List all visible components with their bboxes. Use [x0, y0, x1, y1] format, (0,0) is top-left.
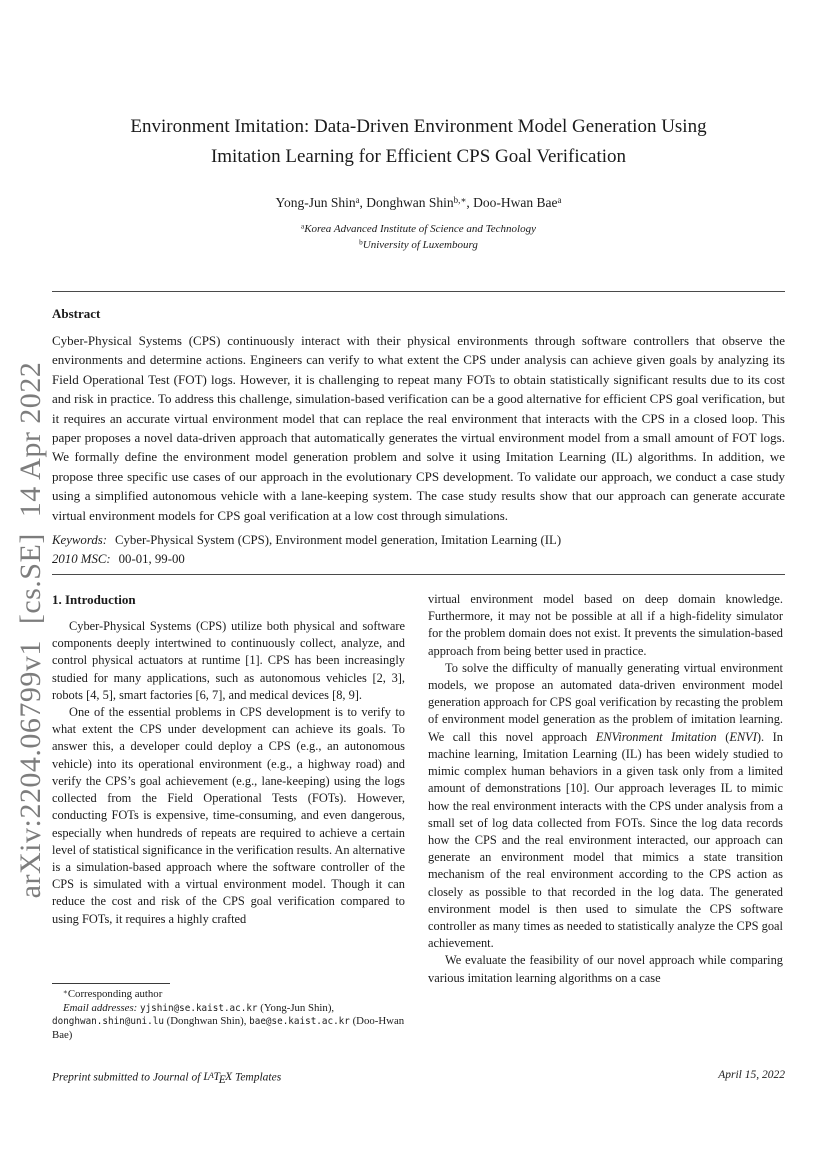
email-owner-1: (Yong-Jun Shin), [257, 1001, 335, 1014]
corresponding-author-note [52, 988, 405, 1002]
email-label: Email addresses: [63, 1001, 140, 1014]
msc-line [52, 551, 785, 568]
author-1-affiliation-mark: a [355, 195, 360, 205]
latex-e: E [218, 1073, 226, 1086]
email-address-2: donghwan.shin@uni.lu [52, 1016, 164, 1028]
abstract-heading: Abstract [52, 306, 101, 321]
corresponding-author-text: Corresponding author [67, 987, 163, 1000]
msc-label: 2010 MSC: [52, 552, 111, 567]
intro-p3-text: To solve the difficulty of manually generating virtual environment models, we propose an automated data-driven environment model generation approach for CPS goal verification by recasting the problem of environment model generation as the problem of imitation learning. We call this novel approach [428, 660, 783, 744]
author-2: , Donghwan Shin [359, 195, 454, 210]
affiliation-1-mark: a [301, 222, 305, 231]
email-owner-3: (Doo-Hwan Bae) [52, 1015, 405, 1042]
affiliation-2-mark: b [359, 238, 363, 247]
footnote-block [52, 983, 405, 1043]
footer-date: April 15, 2022 [718, 1069, 785, 1081]
author-3: , Doo-Hwan Bae [466, 195, 558, 210]
footnote-rule [52, 983, 170, 984]
abstract-text: Cyber-Physical Systems (CPS) continuously interact with their physical environments through software controllers that observe the environments and determine actions. Engineers can verify to what extent the CPS under analysis can achieve given goals by analyzing its Field Operational Test (FOT) logs. However, it is challenging to repeat many FOTs to obtain statistically significant results due to its cost and risk in practice. To address this challenge, simulation-based verification can be a good alternative for efficient CPS goal verification, but it requires an accurate virtual environment model that can replace the real environment that interacts with the CPS in a closed loop. This paper proposes a novel data-driven approach that automatically generates the virtual environment model from a small amount of FOT logs. We formally define the environment model generation problem and solve it using Imitation Learning (IL) algorithms. In addition, we propose three specific use cases of our approach in the evolutionary CPS development. To validate our approach, we conduct a case study using a simplified autonomous vehicle with a lane-keeping system. The case study results show that our approach can generate accurate virtual environment models for CPS goal verification at a low cost through simulations. [52, 333, 785, 523]
page-footer [52, 1068, 785, 1088]
intro-p3-paren: ( [716, 729, 730, 744]
body-top-rule [52, 574, 785, 575]
email-owner-2: (Donghwan Shin), [163, 1015, 250, 1028]
intro-paragraph-4: We evaluate the feasibility of our novel approach while comparing various imitation learning algorithms on a case [428, 953, 783, 985]
title-line-2: Imitation Learning for Efficient CPS Goal Verification [210, 146, 627, 167]
section-heading-introduction: 1. Introduction [52, 592, 136, 608]
latex-l: L [203, 1071, 210, 1084]
latex-t: T [213, 1071, 220, 1084]
intro-paragraph-2-continuation: virtual environment model based on deep domain knowledge. Furthermore, it may not be possible at all if a high-fidelity simulator for the problem domain does not exist. It prevents the simulation-based approach from being better used in practice. [428, 592, 783, 658]
affiliations [52, 222, 785, 253]
intro-paragraph-2: One of the essential problems in CPS development is to verify to what extent the CPS under development can achieve its goals. To answer this, a developer could deploy a CPS (e.g., an autonomous vehicle) into its operational environment (e.g., a highway road) and verify the CPS’s goal achievement (e.g., lane-keeping) using the logs collected from the Field Operational Tests (FOTs). However, conducting FOTs is expensive, time-consuming, and even dangerous, especially when hundreds of repeats are required to achieve a certain level of statistical significance in the verification results. An alternative is a simulation-based approach where the software controller of the CPS is simulated with a virtual environment model. Though it can reduce the cost and risk of the CPS goal verification compared to using FOTs, it requires a highly crafted [52, 705, 406, 926]
email-address-3: bae@se.kaist.ac.kr [249, 1016, 350, 1028]
preprint-note [52, 1068, 281, 1088]
corresponding-author-mark: ∗ [63, 987, 68, 996]
title-line-1: Environment Imitation: Data-Driven Environment Model Generation Using [130, 116, 707, 137]
affiliation-1-text: Korea Advanced Institute of Science and Technology [304, 223, 536, 235]
author-3-affiliation-mark: a [557, 195, 562, 205]
affiliation-2 [52, 238, 785, 254]
keywords-line [52, 532, 785, 549]
authors-line [52, 194, 785, 211]
keywords-label: Keywords: [52, 533, 107, 548]
envi-term-abbrev: ENVI [729, 729, 757, 744]
paper-title [52, 112, 785, 172]
intro-paragraph-3 [428, 660, 783, 952]
preprint-note-post: Templates [232, 1071, 282, 1084]
msc-text: 00-01, 99-00 [118, 552, 185, 567]
latex-logo [203, 1071, 233, 1086]
email-addresses-note [52, 1002, 405, 1043]
keywords-text: Cyber-Physical System (CPS), Environment model generation, Imitation Learning (IL) [114, 533, 562, 548]
abstract-top-rule [52, 291, 785, 292]
arxiv-watermark: arXiv:2204.06799v1 [cs.SE] 14 Apr 2022 [14, 361, 47, 899]
right-column [428, 591, 783, 1043]
preprint-note-pre: Preprint submitted to Journal of [52, 1071, 204, 1084]
latex-x: X [225, 1071, 233, 1084]
author-2-affiliation-mark: b,∗ [453, 195, 467, 205]
author-1: Yong-Jun Shin [275, 195, 356, 210]
left-column [52, 591, 405, 1043]
affiliation-1 [52, 222, 785, 238]
latex-a: A [208, 1071, 214, 1080]
two-column-body [52, 591, 785, 1043]
intro-paragraph-1: Cyber-Physical Systems (CPS) utilize both physical and software components deeply intertwined to continuously collect, analyze, and control physical actuators at runtime [1]. CPS has been increasingly studied for many applications, such as autonomous vehicles [2, 3], robots [4, 5], smart factories [6, 7], and medical devices [8, 9]. [52, 619, 405, 702]
email-address-1: yjshin@se.kaist.ac.kr [139, 1002, 258, 1014]
intro-p3-text-rest: ). In machine learning, Imitation Learning (IL) has been widely studied to mimic complex human behaviors in a given task only from a limited amount of demonstrations [10]. Our approach leverages IL to mimic how the real environment interacts with the CPS under analysis from a small set of log data collected from FOTs. Since the log data records how the CPS and the real environment interacted, our approach can generate an environment model that mimics a state transition mechanism of the real environment according to the CPS action as closely as possible to that recorded in the log data. The generated environment model is then used to simulate the CPS software controller as many times as needed to statistically analyze the CPS goal achievement. [428, 729, 783, 951]
affiliation-2-text: University of Luxembourg [362, 238, 478, 251]
envi-term-full: ENVironment Imitation [595, 729, 717, 744]
